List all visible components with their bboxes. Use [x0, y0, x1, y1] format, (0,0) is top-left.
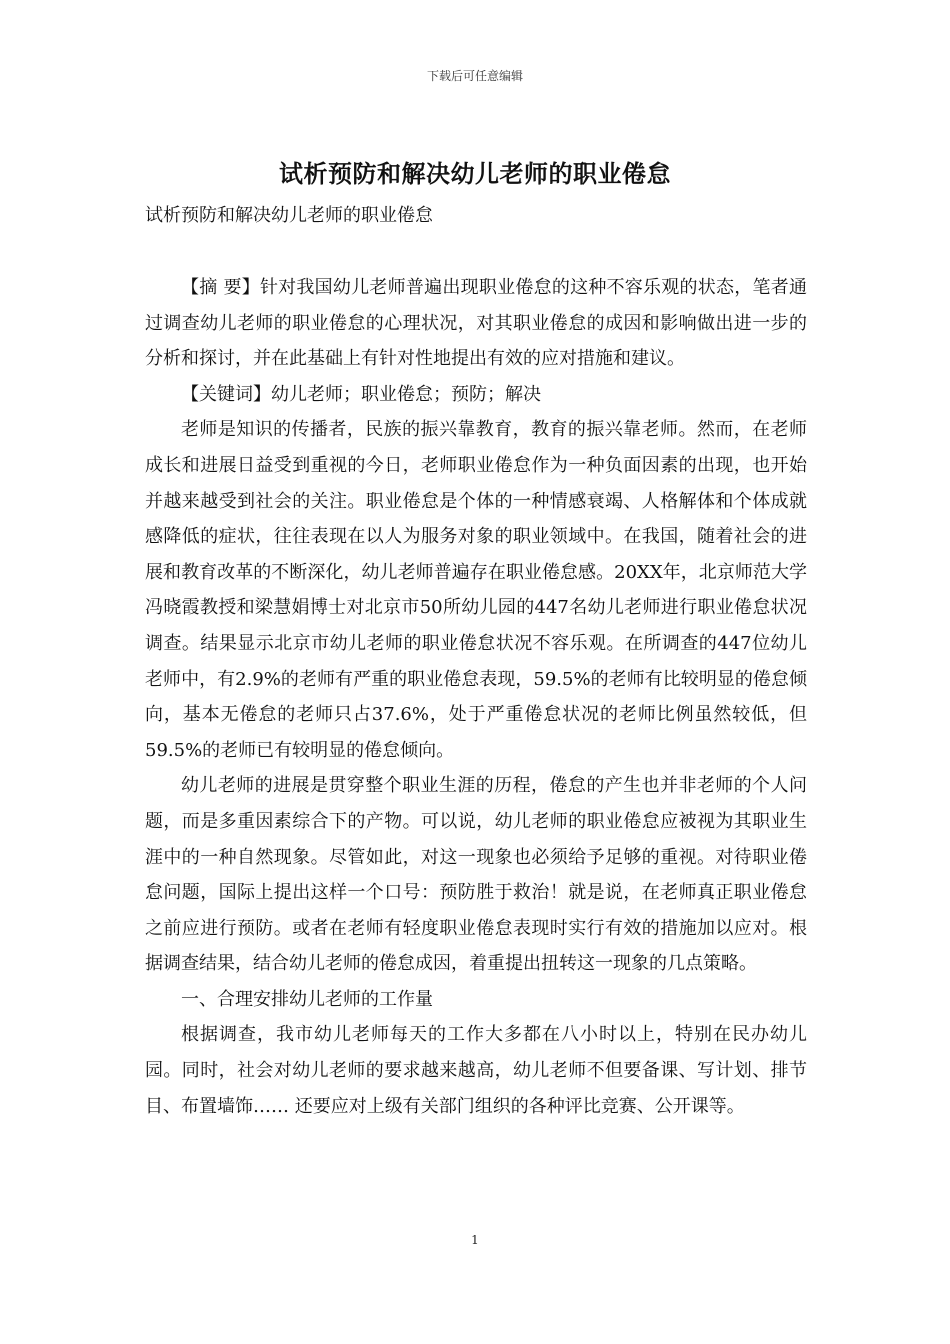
body-paragraph: 幼儿老师的进展是贯穿整个职业生涯的历程，倦怠的产生也并非老师的个人问题，而是多重因素综合下的产物。可以说，幼儿老师的职业倦怠应被视为其职业生涯中的一种自然现象。尽管如此，对这一现象也必须给予足够的重视。对待职业倦怠问题，国际上提出这样一个口号：预防胜于救治！就是说，在老师真正职业倦怠之前应进行预防。或者在老师有轻度职业倦怠表现时实行有效的措施加以应对。根据调查结果，结合幼儿老师的倦怠成因，着重提出扭转这一现象的几点策略。	[145, 775, 807, 975]
abstract-paragraph: 【摘 要】针对我国幼儿老师普遍出现职业倦怠的这种不容乐观的状态，笔者通过调查幼儿老师的职业倦怠的心理状况，对其职业倦怠的成因和影响做出进一步的分析和探讨，并在此基础上有针对性地提出有效的应对措施和建议。	[145, 277, 807, 370]
document-subtitle: 试析预防和解决幼儿老师的职业倦怠	[145, 205, 433, 226]
page-number: 1	[471, 1233, 479, 1247]
keywords-paragraph: 【关键词】幼儿老师；职业倦怠；预防；解决	[181, 383, 541, 405]
page-header-note: 下载后可任意编辑	[426, 69, 523, 83]
section-heading: 一、合理安排幼儿老师的工作量	[181, 988, 433, 1010]
document-body	[145, 270, 807, 1124]
document-title: 试析预防和解决幼儿老师的职业倦怠	[279, 160, 671, 188]
body-paragraph: 老师是知识的传播者，民族的振兴靠教育，教育的振兴靠老师。然而，在老师成长和进展日益受到重视的今日，老师职业倦怠作为一种负面因素的出现，也开始并越来越受到社会的关注。职业倦怠是个体的一种情感衰竭、人格解体和个体成就感降低的症状，往往表现在以人为服务对象的职业领域中。在我国，随着社会的进展和教育改革的不断深化，幼儿老师普遍存在职业倦怠感。20XX年，北京师范大学冯晓霞教授和梁慧娟博士对北京市50所幼儿园的447名幼儿老师进行职业倦怠状况调查。结果显示北京市幼儿老师的职业倦怠状况不容乐观。在所调查的447位幼儿老师中，有2.9%的老师有严重的职业倦怠表现，59.5%的老师有比较明显的倦怠倾向，基本无倦怠的老师只占37.6%，处于严重倦怠状况的老师比例虽然较低，但59.5%的老师已有较明显的倦怠倾向。	[145, 419, 807, 761]
body-paragraph: 根据调查，我市幼儿老师每天的工作大多都在八小时以上，特别在民办幼儿园。同时，社会对幼儿老师的要求越来越高，幼儿老师不但要备课、写计划、排节目、布置墙饰…… 还要应对上级有关部门组织的各种评比竞赛、公开课等。	[145, 1024, 807, 1117]
